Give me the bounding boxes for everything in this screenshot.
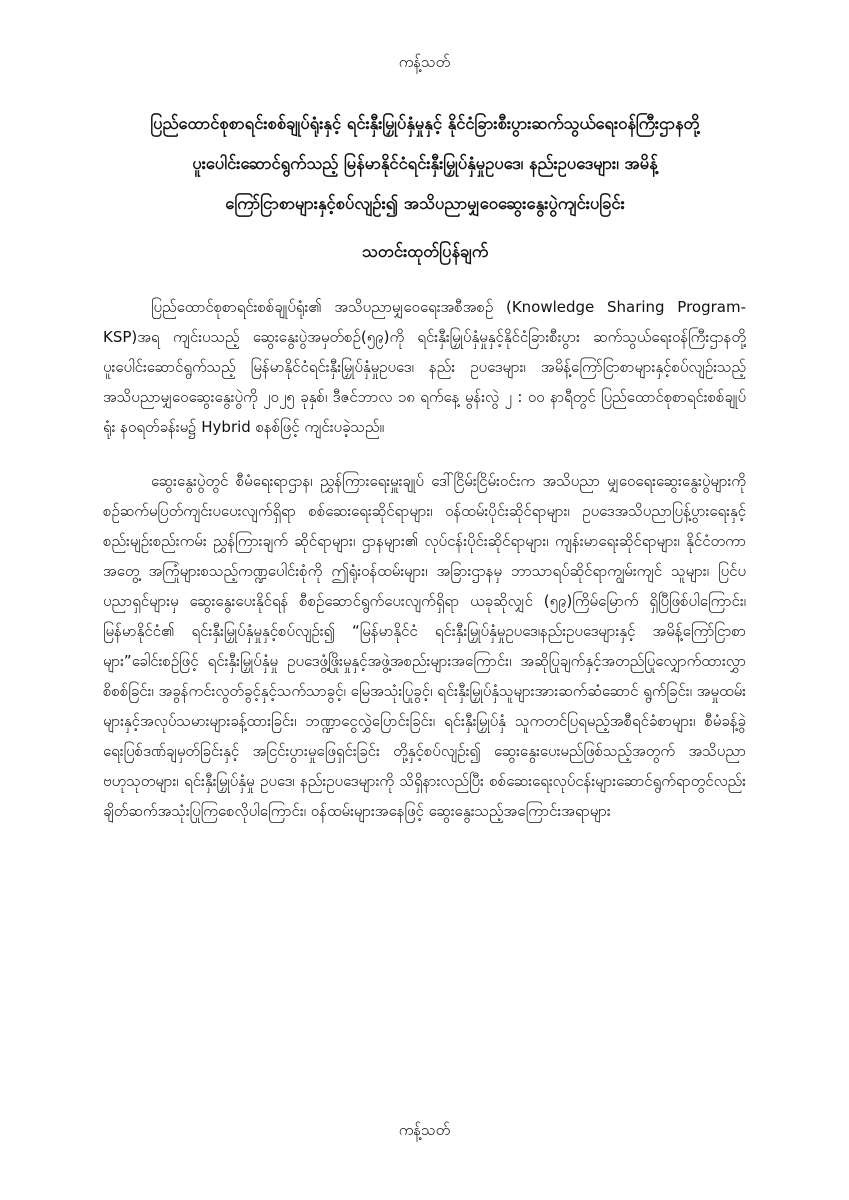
press-release-heading: သတင်းထုတ်ပြန်ချက် [361, 242, 489, 261]
title-line-3: ကြော်ငြာစာများနှင့်စပ်လျဉ်း၍ အသိပညာမျှဝေဆွေးနွေးပွဲကျင်းပခြင်း [225, 194, 625, 213]
body-paragraph-1: ပြည်ထောင်စုစာရင်းစစ်ချုပ်ရုံး၏ အသိပညာမျှဝေရေးအစီအစဉ် (Knowledge Sharing Program-KSP)အရ ကျင်းပသည့် ဆွေးနွေးပွဲအမှတ်စဉ်(၅၉)ကို ရင်းနှီးမြှုပ်နှံမှုနှင့်နိုင်ငံခြားစီးပွား ဆက်သွယ်ရေးဝန်ကြီးဌာနတို့ ပူးပေါင်းဆောင်ရွက်သည့် မြန်မာနိုင်ငံရင်းနှီးမြှုပ်နှံမှုဥပဒေ၊ နည်း ဥပဒေများ၊ အမိန့်ကြော်ငြာစာများနှင့်စပ်လျဉ်းသည့် အသိပညာမျှဝေဆွေးနွေးပွဲကို ၂၀၂၅ ခုနှစ်၊ ဒီဇင်ဘာလ ၁၈ ရက်နေ့ မွန်းလွဲ ၂ : ၀၀ နာရီတွင် ပြည်ထောင်စုစာရင်းစစ်ချုပ်ရုံး နဝရတ်ခန်းမ၌ Hybrid စနစ်ဖြင့် ကျင်းပခဲ့သည်။ [103, 298, 746, 436]
body-paragraph-2: ဆွေးနွေးပွဲတွင် စီမံရေးရာဌာန၊ ညွှန်ကြားရေးမှူးချုပ် ဒေါ်ငြိမ်းငြိမ်းဝင်းက အသိပညာ မျှဝေရေးဆွေးနွေးပွဲများကို စဉ်ဆက်မပြတ်ကျင်းပပေးလျက်ရှိရာ စစ်ဆေးရေးဆိုင်ရာများ၊ ဝန်ထမ်းပိုင်းဆိုင်ရာများ၊ ဥပဒေအသိပညာပြန့်ပွားရေးနှင့် စည်းမျဉ်းစည်းကမ်း ညွှန်ကြားချက် ဆိုင်ရာများ၊ ဌာနများ၏ လုပ်ငန်းပိုင်းဆိုင်ရာများ၊ ကျန်းမာရေးဆိုင်ရာများ၊ နိုင်ငံတကာအတွေ့ အကြုံများစသည့်ကဏ္ဍပေါင်းစုံကို ဤရုံးဝန်ထမ်းများ၊ အခြားဌာနမှ ဘာသာရပ်ဆိုင်ရာကျွမ်းကျင် သူများ၊ ပြင်ပပညာရှင်များမှ ဆွေးနွေးပေးနိုင်ရန် စီစဉ်ဆောင်ရွက်ပေးလျက်ရှိရာ ယခုဆိုလျှင် (၅၉)ကြိမ်မြောက် ရှိပြီဖြစ်ပါကြောင်း၊ မြန်မာနိုင်ငံ၏ ရင်းနှီးမြှုပ်နှံမှုနှင့်စပ်လျဉ်း၍ “မြန်မာနိုင်ငံ ရင်းနှီးမြှုပ်နှံမှုဥပဒေ၊နည်းဥပဒေများနှင့် အမိန့်ကြော်ငြာစာများ”ခေါင်းစဉ်ဖြင့် ရင်းနှီးမြှုပ်နှံမှု ဥပဒေဖွံ့ဖြိုးမှုနှင့်အဖွဲ့အစည်းများအကြောင်း၊ အဆိုပြုချက်နှင့်အတည်ပြုလျှောက်ထားလွှာစိစစ်ခြင်း၊ အခွန်ကင်းလွတ်ခွင့်နှင့်သက်သာခွင့်၊ မြေအသုံးပြုခွင့်၊ ရင်းနှီးမြှုပ်နှံသူများအားဆက်ဆံဆောင် ရွက်ခြင်း၊ အမှုထမ်းများနှင့်အလုပ်သမားများခန့်ထားခြင်း၊ ဘဏ္ဍာငွေလွှဲပြောင်းခြင်း၊ ရင်းနှီးမြှုပ်နှံ သူကတင်ပြရမည့်အစီရင်ခံစာများ၊ စီမံခန့်ခွဲရေးပြစ်ဒဏ်ချမှတ်ခြင်းနှင့် အငြင်းပွားမှုဖြေရှင်းခြင်း တို့နှင့်စပ်လျဉ်း၍ ဆွေးနွေးပေးမည်ဖြစ်သည့်အတွက် အသိပညာဗဟုသုတများ၊ ရင်းနှီးမြှုပ်နှံမှု ဥပဒေ၊ နည်းဥပဒေများကို သိရှိနားလည်ပြီး စစ်ဆေးရေးလုပ်ငန်းများဆောင်ရွက်ရာတွင်လည်း ချိတ်ဆက်အသုံးပြုကြစေလိုပါကြောင်း၊ ဝန်ထမ်းများအနေဖြင့် ဆွေးနွေးသည့်အကြောင်းအရာများ [103, 472, 746, 820]
title-line-2: ပူးပေါင်းဆောင်ရွက်သည့် မြန်မာနိုင်ငံရင်းနှီးမြှုပ်နှံမှုဥပဒေ၊ နည်းဥပဒေများ၊ အမိန့် [192, 154, 658, 173]
title-line-1: ပြည်ထောင်စုစာရင်းစစ်ချုပ်ရုံးနှင့် ရင်းနှီးမြှုပ်နှံမှုနှင့် နိုင်ငံခြားစီးပွားဆက်သွယ်ရေးဝန်ကြီးဌာနတို့ [150, 114, 700, 133]
document-body [103, 292, 746, 850]
footer-classification-label: ကန့်သတ် [398, 1121, 451, 1139]
header-classification-label: ကန့်သတ် [398, 53, 451, 71]
document-title [100, 104, 750, 224]
